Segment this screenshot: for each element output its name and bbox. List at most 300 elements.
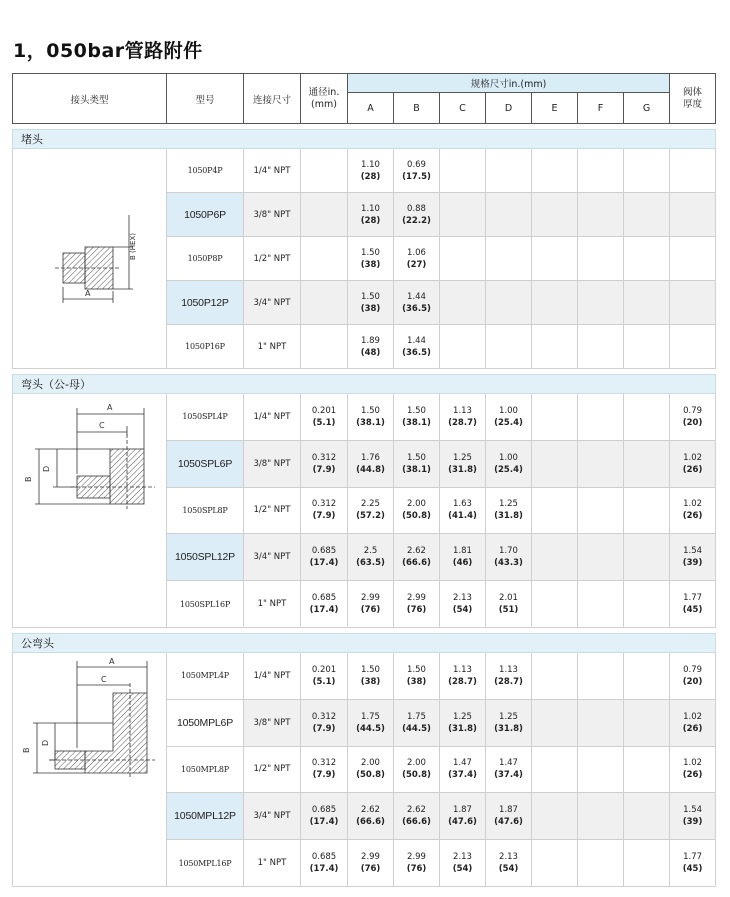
dim-e-cell — [532, 487, 578, 534]
fitting-drawing-cell — [13, 394, 167, 628]
bore-cell — [301, 699, 348, 746]
value-mm: (38) — [360, 303, 381, 314]
value-inch: 1.13 — [453, 664, 472, 675]
dim-b-cell — [394, 653, 440, 700]
header-fitting-type: 接头类型 — [13, 74, 167, 124]
value-inch: 1.76 — [361, 452, 380, 463]
value-mm: (45) — [682, 605, 703, 616]
value-mm: (39) — [682, 817, 703, 828]
dim-e-cell — [532, 840, 578, 887]
dim-b-cell — [394, 793, 440, 840]
value-mm: (5.1) — [312, 417, 336, 428]
value-mm: (17.5) — [402, 171, 431, 182]
dim-f-cell — [578, 746, 624, 793]
connection-size-cell: 1/4" NPT — [244, 394, 301, 441]
model-cell: 1050P12P — [167, 281, 244, 325]
dim-g-cell — [624, 193, 670, 237]
wall-thickness-cell — [670, 581, 716, 628]
value-mm: (28.7) — [494, 676, 523, 687]
value-inch: 2.00 — [361, 758, 380, 769]
value-inch: 1.06 — [407, 247, 426, 258]
value-inch: 0.79 — [683, 405, 703, 416]
value-inch: 1.54 — [683, 805, 703, 816]
connection-size-cell: 1" NPT — [244, 840, 301, 887]
model-cell: 1050P16P — [167, 325, 244, 369]
dim-d-cell — [486, 581, 532, 628]
connection-size-cell: 1" NPT — [244, 581, 301, 628]
dim-e-cell — [532, 653, 578, 700]
value-inch: 0.88 — [407, 203, 426, 214]
dim-c-cell — [440, 325, 486, 369]
value-inch: 1.47 — [499, 758, 518, 769]
value-mm: (63.5) — [356, 558, 385, 569]
connection-size-cell: 3/4" NPT — [244, 281, 301, 325]
dim-d-cell — [486, 325, 532, 369]
fitting-drawing-cell — [13, 149, 167, 369]
value-mm: (31.8) — [494, 723, 523, 734]
dim-c-cell — [440, 793, 486, 840]
value-mm: (38) — [406, 676, 427, 687]
plug-label-a: A — [84, 288, 90, 298]
dim-d-cell — [486, 237, 532, 281]
value-mm: (26) — [682, 511, 703, 522]
wall-thickness-cell — [670, 193, 716, 237]
fitting-drawing-cell — [13, 653, 167, 887]
male-elbow-drawing — [15, 653, 165, 883]
bore-cell — [301, 325, 348, 369]
value-inch: 0.201 — [311, 664, 337, 675]
dim-e-cell — [532, 440, 578, 487]
dim-a-cell — [348, 840, 394, 887]
value-mm: (45) — [682, 864, 703, 875]
connection-size-cell: 3/8" NPT — [244, 699, 301, 746]
value-inch: 2.00 — [407, 499, 426, 510]
dim-c-cell — [440, 487, 486, 534]
dim-d-cell — [486, 193, 532, 237]
wall-thickness-cell — [670, 281, 716, 325]
connection-size-cell: 3/4" NPT — [244, 793, 301, 840]
dim-a-cell — [348, 325, 394, 369]
value-mm: (37.4) — [448, 770, 477, 781]
dim-d-cell — [486, 281, 532, 325]
value-inch: 1.13 — [453, 405, 472, 416]
dim-g-cell — [624, 281, 670, 325]
model-cell: 1050SPL16P — [167, 581, 244, 628]
dim-c-cell — [440, 193, 486, 237]
value-mm: (28.7) — [448, 676, 477, 687]
table-row — [13, 653, 716, 700]
value-inch: 0.201 — [311, 405, 337, 416]
wall-thickness-cell — [670, 653, 716, 700]
value-mm: (43.3) — [494, 558, 523, 569]
bore-cell — [301, 746, 348, 793]
value-inch: 1.50 — [361, 405, 380, 416]
dim-g-cell — [624, 394, 670, 441]
value-mm: (57.2) — [356, 511, 385, 522]
fittings-table-frame — [12, 73, 714, 887]
value-mm: (38.1) — [402, 417, 431, 428]
value-mm: (76) — [406, 864, 427, 875]
elbow-label-d: D — [41, 465, 51, 472]
value-inch: 0.79 — [683, 664, 703, 675]
value-inch: 0.312 — [311, 711, 337, 722]
dim-g-cell — [624, 237, 670, 281]
bore-cell — [301, 394, 348, 441]
bore-cell — [301, 653, 348, 700]
value-inch: 2.13 — [453, 593, 472, 604]
value-inch: 1.63 — [453, 499, 472, 510]
value-mm: (38) — [360, 676, 381, 687]
bore-cell — [301, 149, 348, 193]
dim-f-cell — [578, 840, 624, 887]
model-cell: 1050MPL16P — [167, 840, 244, 887]
dim-a-cell — [348, 394, 394, 441]
wall-thickness-cell — [670, 840, 716, 887]
value-mm: (54) — [498, 864, 519, 875]
dim-c-cell — [440, 149, 486, 193]
dim-a-cell — [348, 281, 394, 325]
connection-size-cell: 1/4" NPT — [244, 653, 301, 700]
value-inch: 1.50 — [407, 452, 426, 463]
dim-f-cell — [578, 793, 624, 840]
value-mm: (20) — [682, 417, 703, 428]
dim-d-cell — [486, 653, 532, 700]
dim-c-cell — [440, 581, 486, 628]
model-cell: 1050MPL12P — [167, 793, 244, 840]
dim-f-cell — [578, 487, 624, 534]
header-col-d: D — [486, 93, 532, 124]
value-inch: 2.25 — [361, 499, 380, 510]
dim-c-cell — [440, 840, 486, 887]
header-col-f: F — [578, 93, 624, 124]
plug-drawing — [15, 195, 165, 320]
male-elbow-label-b: B — [21, 747, 31, 753]
value-mm: (76) — [406, 605, 427, 616]
dim-c-cell — [440, 394, 486, 441]
wall-thickness-cell — [670, 746, 716, 793]
model-cell: 1050MPL6P — [167, 699, 244, 746]
value-mm: (27) — [406, 259, 427, 270]
dim-b-cell — [394, 487, 440, 534]
value-mm: (66.6) — [402, 817, 431, 828]
value-inch: 1.54 — [683, 546, 703, 557]
value-mm: (26) — [682, 723, 703, 734]
value-mm: (20) — [682, 676, 703, 687]
value-mm: (50.8) — [402, 770, 431, 781]
section-title: 堵头 — [13, 130, 716, 149]
value-mm: (25.4) — [494, 417, 523, 428]
value-mm: (31.8) — [494, 511, 523, 522]
bore-cell — [301, 281, 348, 325]
header-col-b: B — [394, 93, 440, 124]
value-inch: 0.312 — [311, 499, 337, 510]
value-inch: 1.00 — [499, 405, 518, 416]
value-inch: 2.01 — [499, 593, 518, 604]
value-mm: (7.9) — [312, 770, 336, 781]
wall-thickness-cell — [670, 394, 716, 441]
value-inch: 1.89 — [361, 335, 380, 346]
dim-c-cell — [440, 281, 486, 325]
dim-b-cell — [394, 149, 440, 193]
dim-a-cell — [348, 581, 394, 628]
value-mm: (38.1) — [402, 464, 431, 475]
value-inch: 1.77 — [683, 593, 703, 604]
dim-b-cell — [394, 394, 440, 441]
dim-f-cell — [578, 581, 624, 628]
male-elbow-label-d: D — [40, 739, 50, 746]
connection-size-cell: 3/8" NPT — [244, 440, 301, 487]
dim-g-cell — [624, 746, 670, 793]
dim-b-cell — [394, 440, 440, 487]
header-model: 型号 — [167, 74, 244, 124]
value-inch: 0.685 — [311, 593, 337, 604]
dim-d-cell — [486, 746, 532, 793]
model-cell: 1050P4P — [167, 149, 244, 193]
wall-thickness-cell — [670, 237, 716, 281]
value-mm: (7.9) — [312, 723, 336, 734]
header-bore: 通径in. (mm) — [301, 74, 348, 124]
header-connection-size: 连接尺寸 — [244, 74, 301, 124]
value-inch: 2.99 — [407, 852, 426, 863]
value-mm: (50.8) — [402, 511, 431, 522]
wall-thickness-cell — [670, 325, 716, 369]
dim-f-cell — [578, 149, 624, 193]
bore-cell — [301, 237, 348, 281]
value-mm: (47.6) — [494, 817, 523, 828]
value-inch: 1.02 — [683, 711, 703, 722]
table-row — [13, 149, 716, 193]
value-inch: 1.44 — [407, 291, 426, 302]
wall-thickness-cell — [670, 534, 716, 581]
dim-e-cell — [532, 793, 578, 840]
connection-size-cell: 1/2" NPT — [244, 487, 301, 534]
model-cell: 1050SPL8P — [167, 487, 244, 534]
value-mm: (76) — [360, 605, 381, 616]
model-cell: 1050P6P — [167, 193, 244, 237]
value-mm: (38.1) — [356, 417, 385, 428]
dim-d-cell — [486, 149, 532, 193]
dim-a-cell — [348, 193, 394, 237]
dim-e-cell — [532, 281, 578, 325]
table-row — [13, 394, 716, 441]
value-inch: 1.25 — [453, 711, 472, 722]
dim-f-cell — [578, 440, 624, 487]
value-inch: 2.62 — [407, 805, 426, 816]
dim-b-cell — [394, 840, 440, 887]
dim-f-cell — [578, 653, 624, 700]
value-inch: 1.50 — [407, 405, 426, 416]
value-inch: 1.50 — [361, 247, 380, 258]
value-mm: (36.5) — [402, 303, 431, 314]
value-mm: (66.6) — [356, 817, 385, 828]
dim-e-cell — [532, 534, 578, 581]
value-inch: 0.685 — [311, 805, 337, 816]
fittings-table — [12, 73, 716, 887]
value-inch: 2.99 — [361, 593, 380, 604]
value-inch: 1.87 — [453, 805, 472, 816]
dim-b-cell — [394, 281, 440, 325]
value-inch: 2.13 — [453, 852, 472, 863]
wall-thickness-cell — [670, 487, 716, 534]
value-mm: (54) — [452, 864, 473, 875]
male-elbow-label-a: A — [108, 657, 114, 666]
value-mm: (28) — [360, 171, 381, 182]
value-mm: (44.8) — [356, 464, 385, 475]
value-inch: 1.10 — [361, 159, 380, 170]
dim-b-cell — [394, 237, 440, 281]
model-cell: 1050SPL6P — [167, 440, 244, 487]
dim-e-cell — [532, 746, 578, 793]
dim-g-cell — [624, 653, 670, 700]
dim-c-cell — [440, 699, 486, 746]
value-inch: 1.00 — [499, 452, 518, 463]
dim-b-cell — [394, 193, 440, 237]
value-inch: 1.87 — [499, 805, 518, 816]
value-mm: (37.4) — [494, 770, 523, 781]
value-inch: 2.62 — [361, 805, 380, 816]
header-wall-thickness: 阀体 厚度 — [670, 74, 716, 124]
value-inch: 1.25 — [453, 452, 472, 463]
connection-size-cell: 1/2" NPT — [244, 237, 301, 281]
value-inch: 1.75 — [361, 711, 380, 722]
value-mm: (5.1) — [312, 676, 336, 687]
dim-a-cell — [348, 534, 394, 581]
value-mm: (26) — [682, 770, 703, 781]
value-mm: (17.4) — [309, 558, 339, 569]
connection-size-cell: 1/2" NPT — [244, 746, 301, 793]
elbow-label-b: B — [23, 476, 33, 482]
connection-size-cell: 1/4" NPT — [244, 149, 301, 193]
dim-b-cell — [394, 746, 440, 793]
dim-f-cell — [578, 193, 624, 237]
connection-size-cell: 3/4" NPT — [244, 534, 301, 581]
dim-c-cell — [440, 653, 486, 700]
value-inch: 1.10 — [361, 203, 380, 214]
dim-a-cell — [348, 440, 394, 487]
connection-size-cell: 3/8" NPT — [244, 193, 301, 237]
dim-a-cell — [348, 699, 394, 746]
dim-c-cell — [440, 440, 486, 487]
dim-d-cell — [486, 793, 532, 840]
wall-thickness-cell — [670, 440, 716, 487]
header-col-g: G — [624, 93, 670, 124]
bore-cell — [301, 534, 348, 581]
value-inch: 2.62 — [407, 546, 426, 557]
value-inch: 1.77 — [683, 852, 703, 863]
value-inch: 2.99 — [361, 852, 380, 863]
value-mm: (50.8) — [356, 770, 385, 781]
page-title: 1，050bar管路附件 — [13, 40, 203, 62]
value-mm: (26) — [682, 464, 703, 475]
value-inch: 2.99 — [407, 593, 426, 604]
value-inch: 1.47 — [453, 758, 472, 769]
value-mm: (54) — [452, 605, 473, 616]
value-inch: 0.312 — [311, 452, 337, 463]
header-col-c: C — [440, 93, 486, 124]
value-mm: (31.8) — [448, 464, 477, 475]
bore-cell — [301, 793, 348, 840]
dim-a-cell — [348, 746, 394, 793]
value-inch: 0.69 — [407, 159, 426, 170]
value-mm: (76) — [360, 864, 381, 875]
dim-d-cell — [486, 487, 532, 534]
dim-c-cell — [440, 237, 486, 281]
dim-g-cell — [624, 581, 670, 628]
bore-cell — [301, 440, 348, 487]
value-mm: (7.9) — [312, 464, 336, 475]
dim-g-cell — [624, 440, 670, 487]
dim-e-cell — [532, 699, 578, 746]
dim-e-cell — [532, 193, 578, 237]
section-title: 公弯头 — [13, 634, 716, 653]
value-mm: (22.2) — [402, 215, 431, 226]
value-mm: (46) — [452, 558, 473, 569]
bore-cell — [301, 487, 348, 534]
value-inch: 1.25 — [499, 499, 518, 510]
elbow-label-c: C — [98, 421, 105, 430]
value-inch: 2.13 — [499, 852, 518, 863]
dim-a-cell — [348, 487, 394, 534]
dim-e-cell — [532, 394, 578, 441]
section-title: 弯头（公-母） — [13, 375, 716, 394]
value-mm: (41.4) — [448, 511, 477, 522]
dim-g-cell — [624, 487, 670, 534]
value-mm: (36.5) — [402, 347, 431, 358]
value-mm: (28) — [360, 215, 381, 226]
value-mm: (28.7) — [448, 417, 477, 428]
dim-d-cell — [486, 440, 532, 487]
value-mm: (38) — [360, 259, 381, 270]
bore-cell — [301, 581, 348, 628]
wall-thickness-cell — [670, 699, 716, 746]
value-mm: (7.9) — [312, 511, 336, 522]
dim-b-cell — [394, 325, 440, 369]
header-col-e: E — [532, 93, 578, 124]
dim-g-cell — [624, 534, 670, 581]
dim-d-cell — [486, 534, 532, 581]
value-inch: 1.50 — [407, 664, 426, 675]
dim-g-cell — [624, 840, 670, 887]
value-inch: 1.50 — [361, 664, 380, 675]
dim-g-cell — [624, 149, 670, 193]
header-col-a: A — [348, 93, 394, 124]
dim-e-cell — [532, 237, 578, 281]
model-cell: 1050MPL8P — [167, 746, 244, 793]
value-inch: 1.02 — [683, 452, 703, 463]
dim-g-cell — [624, 325, 670, 369]
dim-f-cell — [578, 394, 624, 441]
value-inch: 1.81 — [453, 546, 472, 557]
elbow-label-a: A — [106, 403, 112, 412]
dim-f-cell — [578, 699, 624, 746]
dim-a-cell — [348, 653, 394, 700]
header-spec-size: 规格尺寸in.(mm) — [348, 74, 670, 93]
dim-e-cell — [532, 149, 578, 193]
value-inch: 2.00 — [407, 758, 426, 769]
value-inch: 1.50 — [361, 291, 380, 302]
wall-thickness-cell — [670, 149, 716, 193]
dim-d-cell — [486, 394, 532, 441]
value-mm: (51) — [498, 605, 519, 616]
bore-cell — [301, 840, 348, 887]
value-mm: (31.8) — [448, 723, 477, 734]
dim-f-cell — [578, 281, 624, 325]
dim-d-cell — [486, 699, 532, 746]
dim-b-cell — [394, 581, 440, 628]
model-cell: 1050SPL4P — [167, 394, 244, 441]
value-mm: (48) — [360, 347, 381, 358]
dim-e-cell — [532, 325, 578, 369]
